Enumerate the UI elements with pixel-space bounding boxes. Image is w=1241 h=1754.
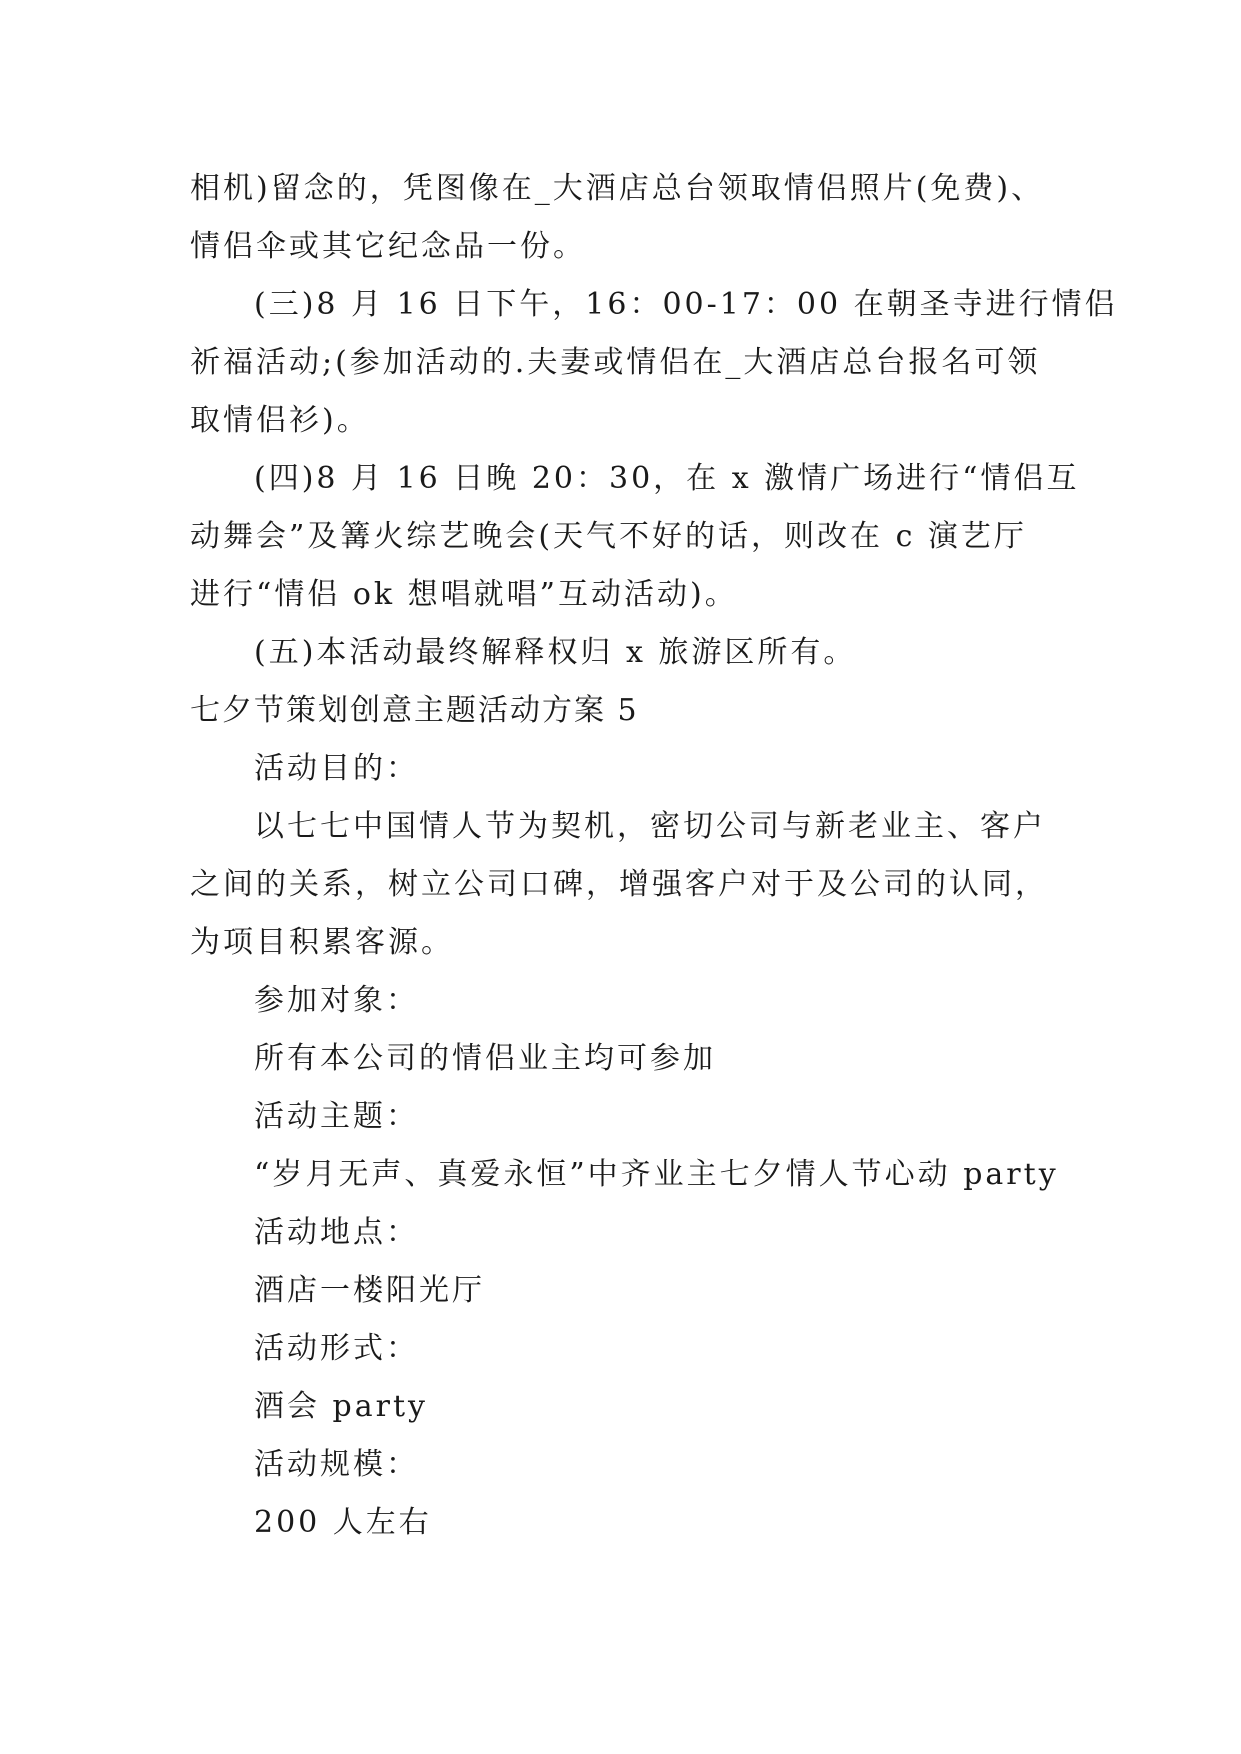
field-label: 活动主题： xyxy=(254,1099,419,1134)
field-label: 参加对象： xyxy=(254,983,419,1018)
paragraph-line: 动舞会”及篝火综艺晚会(天气不好的话，则改在 c 演艺厅 xyxy=(190,519,1027,554)
paragraph-line: 之间的关系，树立公司口碑，增强客户对于及公司的认同， xyxy=(190,867,1048,902)
document-body xyxy=(190,160,1118,1552)
field-value: 所有本公司的情侣业主均可参加 xyxy=(254,1041,716,1076)
field-label: 活动目的： xyxy=(254,751,419,786)
paragraph-line: 情侣伞或其它纪念品一份。 xyxy=(190,229,586,264)
field-value: 酒会 party xyxy=(254,1389,428,1424)
field-value: 200 人左右 xyxy=(254,1505,432,1540)
field-label: 活动地点： xyxy=(254,1215,419,1250)
field-value: 酒店一楼阳光厅 xyxy=(254,1273,485,1308)
paragraph-line: 进行“情侣 ok 想唱就唱”互动活动)。 xyxy=(190,577,738,612)
paragraph-line: (四)8 月 16 日晚 20：30，在 x 激情广场进行“情侣互 xyxy=(254,461,1080,496)
paragraph-line: 取情侣衫)。 xyxy=(190,403,370,438)
field-label: 活动规模： xyxy=(254,1447,419,1482)
paragraph-line: 相机)留念的，凭图像在_大酒店总台领取情侣照片(免费)、 xyxy=(190,171,1045,206)
field-label: 活动形式： xyxy=(254,1331,419,1366)
paragraph-line: 以七七中国情人节为契机，密切公司与新老业主、客户 xyxy=(254,809,1046,844)
paragraph-line: (三)8 月 16 日下午，16：00-17：00 在朝圣寺进行情侣 xyxy=(254,287,1118,322)
field-value: “岁月无声、真爱永恒”中齐业主七夕情人节心动 party xyxy=(254,1157,1059,1192)
section-heading: 七夕节策划创意主题活动方案 5 xyxy=(190,693,639,728)
paragraph-line: 祈福活动;(参加活动的.夫妻或情侣在_大酒店总台报名可领 xyxy=(190,345,1041,380)
paragraph-line: 为项目积累客源。 xyxy=(190,925,454,960)
paragraph-line: (五)本活动最终解释权归 x 旅游区所有。 xyxy=(254,635,857,670)
